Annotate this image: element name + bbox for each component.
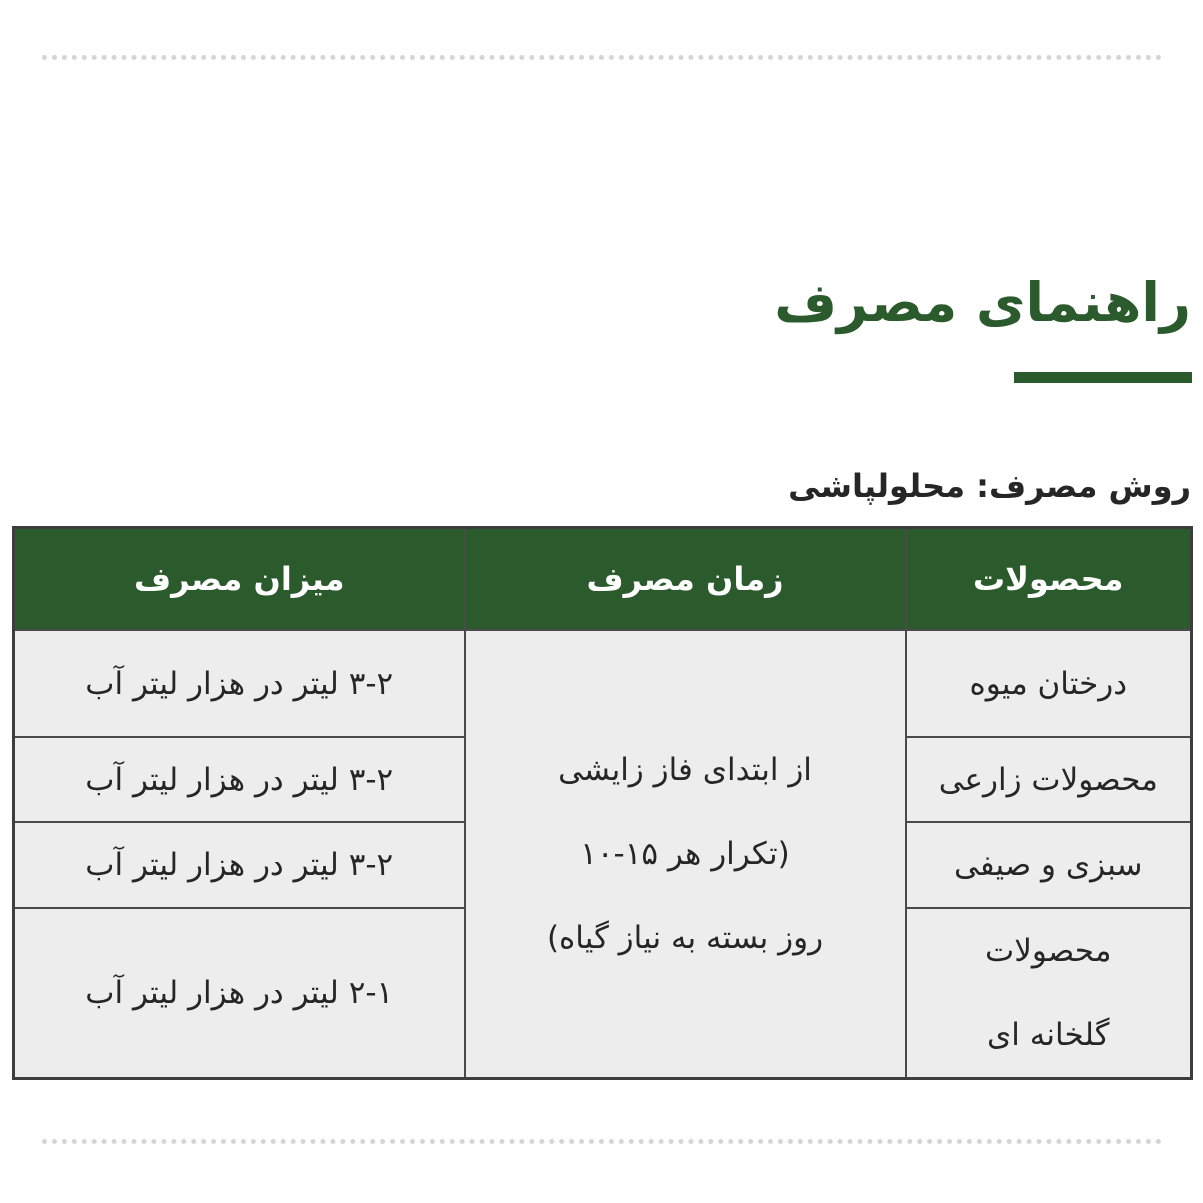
header-dosage: میزان مصرف bbox=[14, 528, 465, 631]
product-cell: محصولات زارعی bbox=[906, 737, 1192, 822]
usage-method: روش مصرف: محلولپاشی bbox=[788, 467, 1191, 505]
timing-line: روز بسته به نیاز گیاه) bbox=[546, 920, 824, 956]
usage-table bbox=[12, 526, 1193, 1080]
product-line: گلخانه ای bbox=[987, 1016, 1110, 1053]
dosage-cell: ۳-۲ لیتر در هزار لیتر آب bbox=[14, 630, 465, 737]
top-dotted-divider bbox=[42, 55, 1162, 60]
dosage-cell: ۲-۱ لیتر در هزار لیتر آب bbox=[14, 908, 465, 1079]
timing-cell bbox=[465, 630, 906, 1079]
timing-line: از ابتدای فاز زایشی bbox=[558, 752, 812, 788]
title-underline bbox=[1014, 372, 1192, 383]
bottom-dotted-divider bbox=[42, 1139, 1162, 1144]
timing-line: (تکرار هر ۱۵-۱۰ bbox=[580, 836, 790, 872]
table-row bbox=[14, 630, 1192, 737]
dosage-cell: ۳-۲ لیتر در هزار لیتر آب bbox=[14, 737, 465, 822]
product-cell: درختان میوه bbox=[906, 630, 1192, 737]
table-header-row bbox=[14, 528, 1192, 631]
product-cell bbox=[906, 908, 1192, 1079]
header-products: محصولات bbox=[906, 528, 1192, 631]
dosage-cell: ۳-۲ لیتر در هزار لیتر آب bbox=[14, 822, 465, 907]
product-line: محصولات bbox=[985, 932, 1112, 969]
product-cell: سبزی و صیفی bbox=[906, 822, 1192, 907]
header-timing: زمان مصرف bbox=[465, 528, 906, 631]
section-title: راهنمای مصرف bbox=[774, 270, 1191, 334]
